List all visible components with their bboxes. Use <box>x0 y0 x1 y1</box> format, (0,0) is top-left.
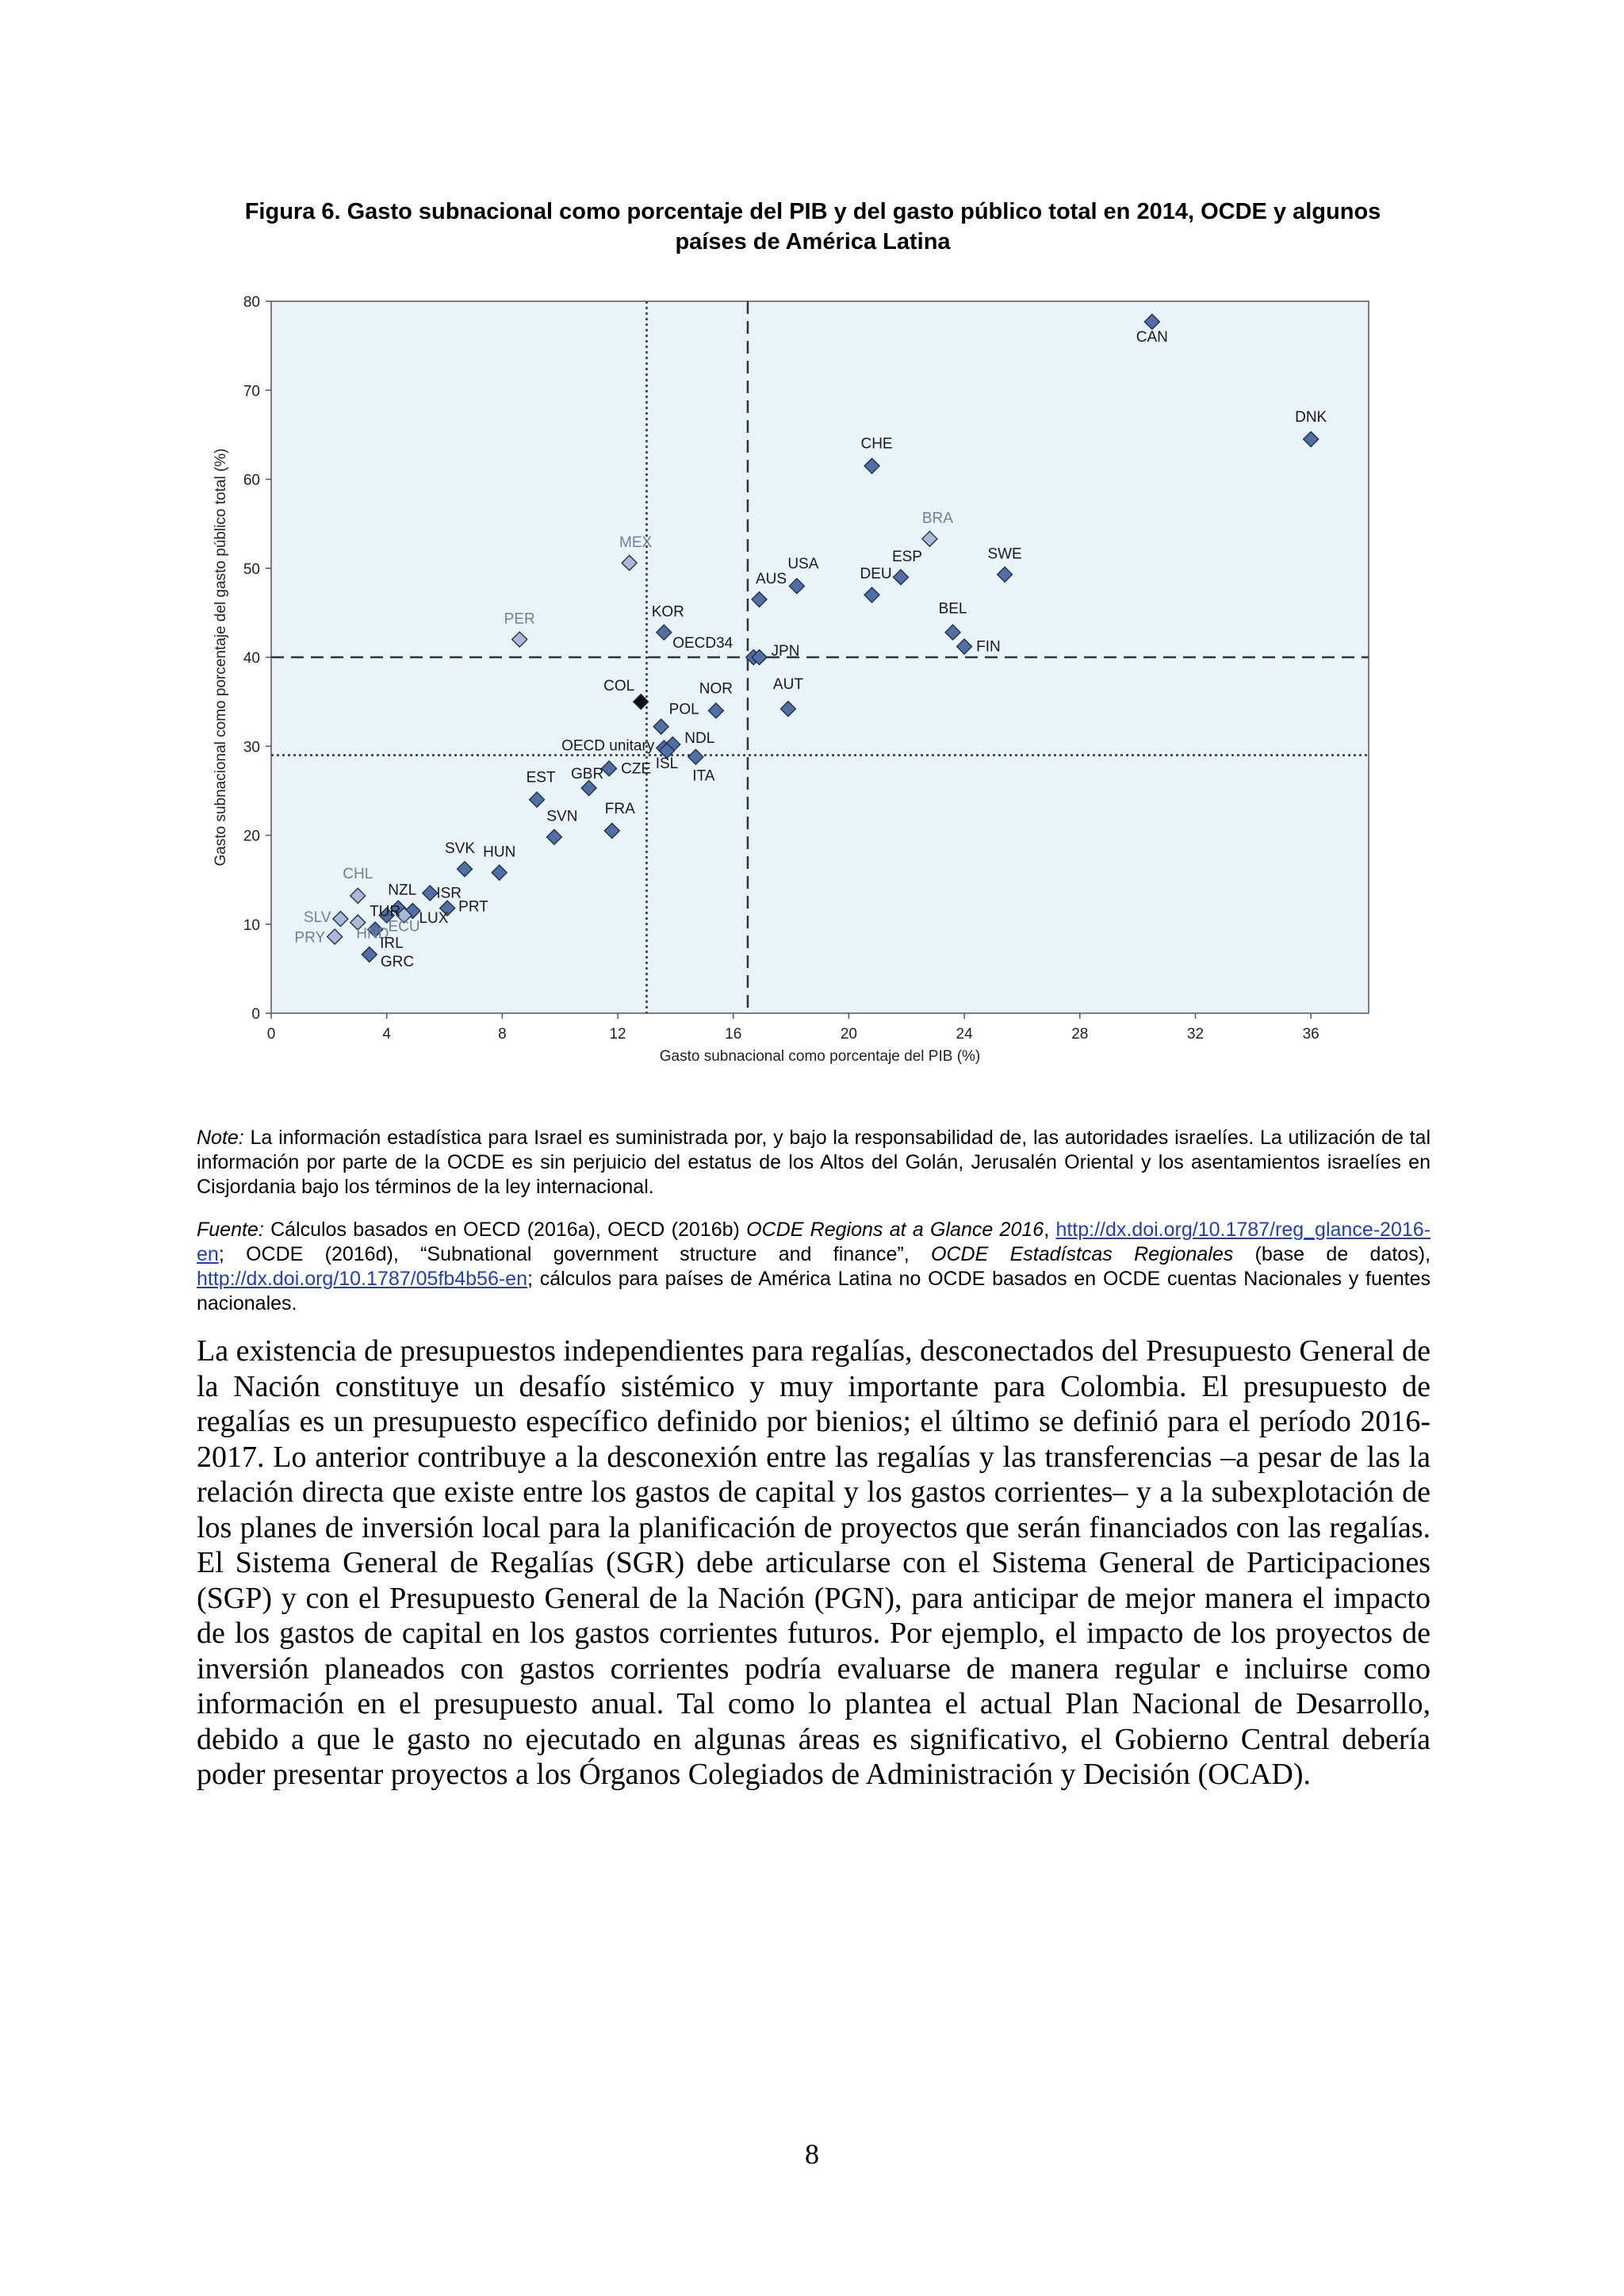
x-axis-ticks <box>267 1013 1320 1043</box>
note-text: La información estadística para Israel es suministrada por, y bajo la responsabilidad de, las autoridades israelíes. La utilización de tal información por parte de la OCDE es sin perjuicio del estatus de los Altos del Golán, Jerusalén Oriental y los asentamientos israelíes en Cisjordania bajo los términos de la ley internacional. <box>197 1127 1431 1198</box>
source-italic-1: OCDE Regions at a Glance 2016 <box>746 1219 1044 1241</box>
y-tick-label: 20 <box>243 828 260 845</box>
point-label-irl: IRL <box>380 935 404 952</box>
source-text-5: ; cálculos para países de América Latina no OCDE basados en OCDE cuentas Nacionales y fuentes nacionales. <box>197 1268 1431 1314</box>
y-tick-label: 30 <box>243 739 260 756</box>
figure-title <box>198 197 1427 257</box>
source-text-3: ; OCDE (2016d), “Subnational government structure and finance”, <box>218 1243 932 1265</box>
y-tick-label: 70 <box>243 383 260 400</box>
point-label-isr: ISR <box>436 885 462 902</box>
note-label: Note: <box>197 1127 244 1149</box>
point-label-oecd-unitary: OECD unitary <box>561 737 655 755</box>
point-label-jpn: JPN <box>771 643 800 660</box>
point-label-nor: NOR <box>699 680 733 698</box>
source-label: Fuente: <box>197 1219 264 1241</box>
x-tick-label: 16 <box>725 1026 742 1043</box>
y-tick-label: 10 <box>243 916 260 934</box>
y-tick-label: 50 <box>243 561 260 578</box>
x-tick-label: 0 <box>266 1026 276 1043</box>
point-label-aus: AUS <box>755 571 787 588</box>
point-label-che: CHE <box>860 435 893 453</box>
source-link-2[interactable]: http://dx.doi.org/10.1787/05fb4b56-en <box>197 1268 527 1290</box>
point-label-pol: POL <box>668 701 699 718</box>
figure-note <box>197 1126 1431 1200</box>
point-label-aut: AUT <box>772 676 803 694</box>
source-text-2: , <box>1044 1219 1056 1241</box>
point-label-mex: MEX <box>619 534 653 552</box>
x-tick-label: 20 <box>840 1026 857 1043</box>
point-label-ita: ITA <box>692 767 715 785</box>
point-label-ecu: ECU <box>388 918 420 936</box>
point-label-dnk: DNK <box>1295 408 1327 426</box>
point-label-gbr: GBR <box>571 766 604 783</box>
x-tick-label: 8 <box>498 1026 507 1043</box>
point-label-swe: SWE <box>987 545 1022 563</box>
point-label-deu: DEU <box>860 565 892 583</box>
y-tick-label: 80 <box>243 294 260 311</box>
y-axis-label: Gasto subnacional como porcentaje del gasto público total (%) <box>213 448 229 867</box>
figure-title-line-2: países de América Latina <box>675 229 951 254</box>
x-tick-label: 12 <box>609 1026 626 1043</box>
point-label-can: CAN <box>1136 328 1168 346</box>
page-number: 8 <box>805 2138 819 2170</box>
point-label-grc: GRC <box>380 953 415 970</box>
point-label-svk: SVK <box>445 840 476 858</box>
point-label-ndl: NDL <box>684 730 715 748</box>
source-italic-2: OCDE Estadístcas Regionales <box>931 1243 1234 1265</box>
point-label-bra: BRA <box>921 510 953 527</box>
point-label-pry: PRY <box>294 929 326 947</box>
point-label-isl: ISL <box>655 755 679 772</box>
point-label-fin: FIN <box>976 638 1001 656</box>
figure-title-line-1: Figura 6. Gasto subnacional como porcentaje del PIB y del gasto público total en 2014, OCDE y algunos <box>244 199 1381 224</box>
point-label-prt: PRT <box>458 898 488 916</box>
x-tick-label: 4 <box>382 1026 391 1043</box>
point-label-per: PER <box>504 610 535 628</box>
point-label-slv: SLV <box>303 909 331 927</box>
source-text-1: Cálculos basados en OECD (2016a), OECD (2016b) <box>263 1219 747 1241</box>
point-label-nzl: NZL <box>388 882 417 899</box>
point-label-esp: ESP <box>891 548 922 565</box>
x-tick-label: 24 <box>956 1026 973 1043</box>
point-label-svn: SVN <box>546 808 578 825</box>
point-label-hun: HUN <box>483 844 516 861</box>
y-axis-ticks <box>243 294 271 1023</box>
body-paragraph: La existencia de presupuestos independientes para regalías, desconectados del Presupuesto General de la Nación constituye un desafío sistémico y muy importante para Colombia. El presupuesto de regalías es un presupuesto específico definido por bienios; el último se definió para el período 2016-2017. Lo anterior contribuye a la desconexión entre las regalías y las transferencias –a pesar de las la relación directa que existe entre los gastos de capital y los gastos corrientes– y a la subexplotación de los planes de inversión local para la planificación de proyectos que serán financiados con las regalías. El Sistema General de Regalías (SGR) debe articularse con el Sistema General de Participaciones (SGP) y con el Presupuesto General de la Nación (PGN), para anticipar de mejor manera el impacto de los gastos de capital en los gastos corrientes futuros. Por ejemplo, el impacto de los proyectos de inversión planeados con gastos corrientes podría evaluarse de manera regular e incluirse como información en el presupuesto anual. Tal como lo plantea el actual Plan Nacional de Desarrollo, debido a que le gasto no ejecutado en algunas áreas es significativo, el Gobierno Central debería poder presentar proyectos a los Órganos Colegiados de Administración y Decisión (OCAD). <box>197 1334 1431 1791</box>
source-text-4: (base de datos), <box>1233 1243 1431 1265</box>
point-label-hnd: HND <box>356 925 389 943</box>
point-label-oecd34: OECD34 <box>672 635 733 652</box>
x-tick-label: 28 <box>1071 1026 1089 1043</box>
figure-source <box>197 1218 1431 1316</box>
point-label-tur: TUR <box>370 903 401 920</box>
x-tick-label: 32 <box>1186 1026 1205 1043</box>
y-tick-label: 40 <box>243 650 260 667</box>
x-tick-label: 36 <box>1302 1026 1320 1043</box>
point-label-cze: CZE <box>621 760 652 778</box>
y-tick-label: 0 <box>251 1006 260 1023</box>
point-label-usa: USA <box>787 556 819 573</box>
point-label-lux: LUX <box>419 909 449 927</box>
point-label-fra: FRA <box>604 800 635 817</box>
source-link-1[interactable]: http://dx.doi.org/10.1787/reg_glance-2016-en <box>197 1219 1431 1265</box>
point-label-est: EST <box>526 769 556 786</box>
scatter-chart <box>198 285 1427 1070</box>
y-tick-label: 60 <box>243 472 260 489</box>
point-label-kor: KOR <box>651 603 684 621</box>
point-label-bel: BEL <box>938 600 967 618</box>
point-label-chl: CHL <box>343 865 373 882</box>
x-axis-label: Gasto subnacional como porcentaje del PIB (%) <box>659 1048 981 1065</box>
point-label-col: COL <box>603 678 635 695</box>
